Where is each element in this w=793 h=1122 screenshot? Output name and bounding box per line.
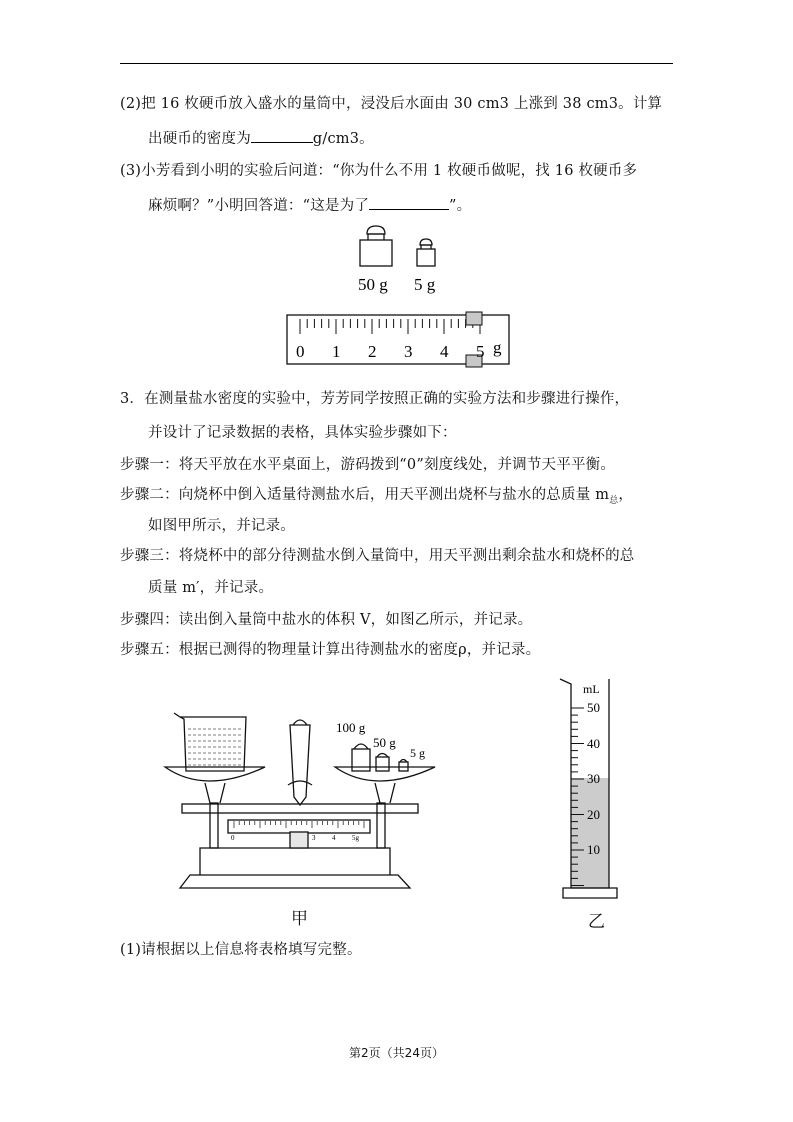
- cylinder-label-30: 30: [587, 771, 600, 786]
- q2-3-line1: (3)小芳看到小明的实验后问道：“你为什么不用 1 枚硬币做呢，找 16 枚硬币多: [120, 163, 638, 179]
- balance-rider[interactable]: [290, 832, 308, 848]
- cylinder-unit: mL: [583, 682, 600, 696]
- right-pan: [335, 767, 435, 781]
- balance-scale-label-3: 3: [312, 834, 316, 842]
- header-rule: [120, 63, 673, 64]
- page-footer: 第2页（共24页）: [349, 1046, 444, 1060]
- weight-5g-label: 5 g: [414, 275, 436, 294]
- q2-3-suffix: ”。: [449, 198, 472, 214]
- balance-scale-label-5g: 5g: [352, 834, 359, 842]
- scale-label-5: 5: [476, 342, 485, 361]
- weight-label-5g: 5 g: [410, 746, 425, 760]
- rider-scale-ticks: [300, 319, 480, 334]
- q2-2-line1: (2)把 16 枚硬币放入盛水的量筒中，浸没后水面由 30 cm3 上涨到 38 cm3。计算: [120, 96, 663, 112]
- step2-subscript: 总: [609, 495, 619, 506]
- saltwater-liquid: [188, 729, 242, 765]
- q3-intro-line1: 3．在测量盐水密度的实验中，芳芳同学按照正确的实验方法和步骤进行操作，: [120, 391, 630, 407]
- step2-comma: ，: [618, 487, 634, 503]
- balance-pointer: [290, 725, 310, 805]
- graduated-cylinder-figure: [555, 676, 625, 906]
- weight-50g-pan-icon: [376, 757, 389, 771]
- cylinder-label-10: 10: [587, 842, 600, 857]
- scale-label-0: 0: [296, 342, 305, 361]
- step2-line2: 如图甲所示，并记录。: [148, 518, 295, 534]
- q2-3-line2: [148, 195, 471, 216]
- scale-label-4: 4: [440, 342, 449, 361]
- step4: 步骤四：读出倒入量筒中盐水的体积 V，如图乙所示，并记录。: [120, 612, 533, 628]
- balance-body: [200, 848, 390, 875]
- weights-and-scale-figure: [280, 218, 520, 373]
- weight-5g-icon: [417, 239, 435, 266]
- scale-label-2: 2: [368, 342, 377, 361]
- weight-100g-icon: [352, 749, 370, 771]
- step1: 步骤一：将天平放在水平桌面上，游码拨到“0”刻度线处，并调节天平平衡。: [120, 457, 616, 473]
- balance-figure: [160, 705, 440, 900]
- balance-scale-ticks: [234, 821, 364, 828]
- step2-text: 步骤二：向烧杯中倒入适量待测盐水后，用天平测出烧杯与盐水的总质量 m: [120, 487, 610, 503]
- right-column: [377, 803, 385, 848]
- scale-unit: g: [493, 338, 502, 357]
- weight-50g-label: 50 g: [358, 275, 388, 294]
- cylinder-base: [563, 888, 617, 898]
- caption-yi: 乙: [588, 912, 605, 932]
- q3-intro-line2: 并设计了记录数据的表格，具体实验步骤如下：: [148, 425, 457, 441]
- balance-scale-label-0: 0: [231, 834, 235, 842]
- q2-3-prefix: 麻烦啊？”小明回答道：“这是为了: [148, 198, 370, 214]
- balance-base: [180, 875, 410, 888]
- reason-answer-blank[interactable]: [369, 195, 449, 210]
- cylinder-label-50: 50: [587, 700, 600, 715]
- left-pan: [165, 767, 265, 781]
- weight-label-50g: 50 g: [373, 735, 396, 750]
- left-column: [210, 803, 218, 848]
- q2-2-suffix: g/cm3。: [312, 131, 374, 147]
- weight-label-100g: 100 g: [336, 720, 366, 735]
- weight-50g-icon: [360, 226, 392, 266]
- density-answer-blank[interactable]: [251, 128, 313, 143]
- step2-line1: [120, 485, 633, 511]
- q2-2-prefix: 出硬币的密度为: [148, 131, 251, 147]
- scale-label-1: 1: [332, 342, 341, 361]
- step5: 步骤五：根据已测得的物理量计算出待测盐水的密度ρ，并记录。: [120, 642, 541, 658]
- cylinder-label-20: 20: [587, 807, 600, 822]
- caption-jia: 甲: [291, 909, 308, 929]
- scale-label-3: 3: [404, 342, 413, 361]
- beaker-icon: [180, 717, 246, 771]
- rider-top[interactable]: [466, 312, 482, 325]
- balance-scale-label-4: 4: [332, 834, 336, 842]
- step3-line2: 质量 m′，并记录。: [148, 580, 274, 596]
- cylinder-label-40: 40: [587, 736, 600, 751]
- q2-2-line2: [148, 128, 374, 149]
- step3-line1: 步骤三：将烧杯中的部分待测盐水倒入量筒中，用天平测出剩余盐水和烧杯的总: [120, 548, 635, 564]
- q3-part1: (1)请根据以上信息将表格填写完整。: [120, 942, 362, 958]
